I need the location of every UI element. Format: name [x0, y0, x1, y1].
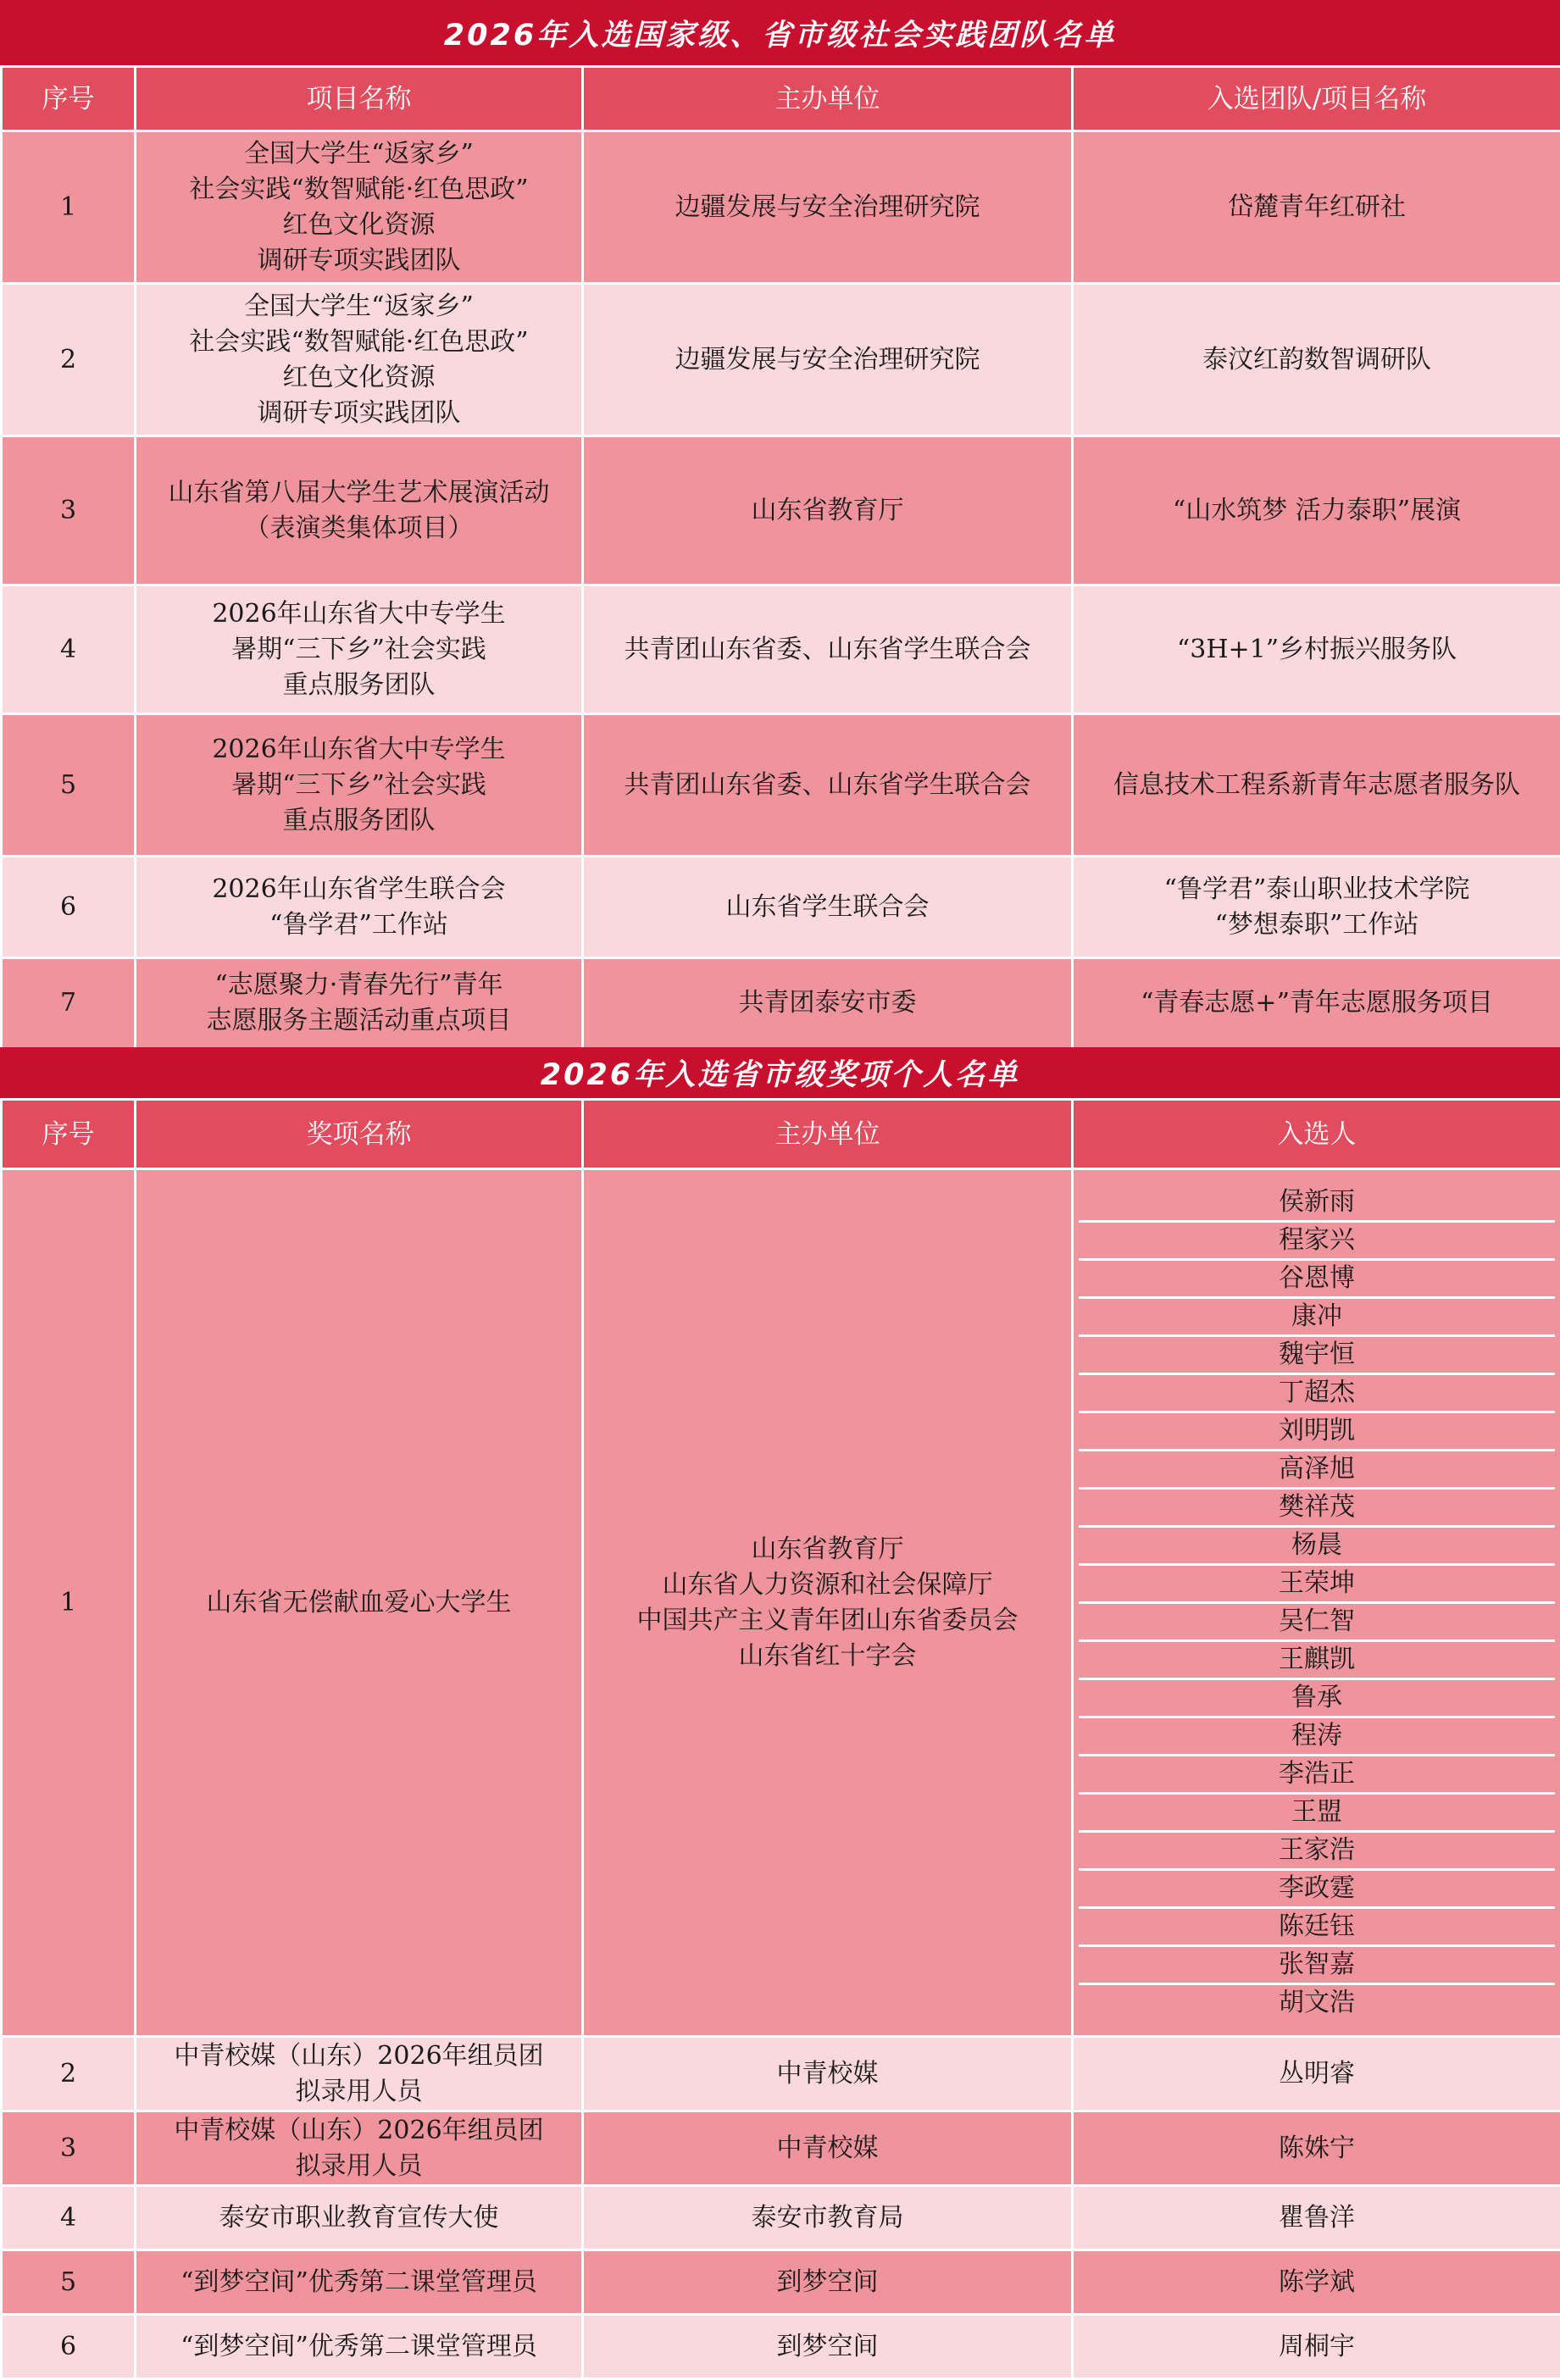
- row-organizer: 到梦空间: [583, 2315, 1073, 2379]
- awardee-name: 王荣坤: [1079, 1566, 1555, 1604]
- row-no: 5: [2, 714, 136, 857]
- awardee-name: 胡文浩: [1079, 1985, 1555, 2021]
- row-awardee: 周桐宇: [1073, 2315, 1560, 2379]
- awardee-name: 刘明凯: [1079, 1413, 1555, 1451]
- row-awardee: 陈姝宁: [1073, 2111, 1560, 2186]
- row-team-name: “山水筑梦 活力泰职”展演: [1073, 436, 1560, 585]
- awardee-name: 谷恩博: [1079, 1261, 1555, 1299]
- table-row: [2, 2186, 1560, 2250]
- awardee-name: 王盟: [1079, 1795, 1555, 1833]
- table-row: [2, 2250, 1560, 2315]
- row-organizer: 山东省教育厅: [583, 436, 1073, 585]
- header-no: 序号: [2, 1100, 136, 1169]
- row-team-name: 岱麓青年红研社: [1073, 131, 1560, 284]
- awardee-name: 王麒凯: [1079, 1642, 1555, 1680]
- table-row: [2, 284, 1560, 436]
- row-project-name: “志愿聚力·青春先行”青年 志愿服务主题活动重点项目: [136, 958, 583, 1049]
- row-organizer: 中青校媒: [583, 2111, 1073, 2186]
- awardee-name: 王家浩: [1079, 1833, 1555, 1871]
- awardee-name: 李政霆: [1079, 1871, 1555, 1909]
- row-no: 2: [2, 284, 136, 436]
- table-row: [2, 131, 1560, 284]
- awardee-name: 康冲: [1079, 1299, 1555, 1337]
- row-team-name: “青春志愿+”青年志愿服务项目: [1073, 958, 1560, 1049]
- row-no: 1: [2, 1169, 136, 2037]
- row-organizer: 共青团山东省委、山东省学生联合会: [583, 714, 1073, 857]
- table-row: [2, 857, 1560, 958]
- awardee-name: 鲁承: [1079, 1680, 1555, 1718]
- awardee-name: 樊祥茂: [1079, 1490, 1555, 1528]
- row-no: 3: [2, 2111, 136, 2186]
- header-project-name: 项目名称: [136, 67, 583, 131]
- row-team-name: 泰汶红韵数智调研队: [1073, 284, 1560, 436]
- row-project-name: 全国大学生“返家乡” 社会实践“数智赋能·红色思政” 红色文化资源 调研专项实践团队: [136, 131, 583, 284]
- row-organizer: 边疆发展与安全治理研究院: [583, 131, 1073, 284]
- row-organizer: 中青校媒: [583, 2037, 1073, 2111]
- row-no: 4: [2, 585, 136, 714]
- row-no: 7: [2, 958, 136, 1049]
- row-organizer: 山东省学生联合会: [583, 857, 1073, 958]
- row-organizer: 共青团山东省委、山东省学生联合会: [583, 585, 1073, 714]
- row-organizer: 边疆发展与安全治理研究院: [583, 284, 1073, 436]
- table-row: [2, 2111, 1560, 2186]
- row-organizer: 泰安市教育局: [583, 2186, 1073, 2250]
- row-team-name: 信息技术工程系新青年志愿者服务队: [1073, 714, 1560, 857]
- row-organizer: 山东省教育厅 山东省人力资源和社会保障厅 中国共产主义青年团山东省委员会 山东省红十字会: [583, 1169, 1073, 2037]
- awardee-name: 陈廷钰: [1079, 1909, 1555, 1947]
- table-row: [2, 1169, 1560, 2037]
- row-award-name: 中青校媒（山东）2026年组员团 拟录用人员: [136, 2111, 583, 2186]
- row-team-name: “3H+1”乡村振兴服务队: [1073, 585, 1560, 714]
- awardee-name: 高泽旭: [1079, 1451, 1555, 1490]
- row-project-name: 2026年山东省大中专学生 暑期“三下乡”社会实践 重点服务团队: [136, 714, 583, 857]
- section1-title: 2026年入选国家级、省市级社会实践团队名单: [0, 0, 1560, 65]
- row-no: 5: [2, 2250, 136, 2315]
- header-organizer: 主办单位: [583, 67, 1073, 131]
- row-organizer: 到梦空间: [583, 2250, 1073, 2315]
- table-row: [2, 2315, 1560, 2379]
- awardee-name: 丁超杰: [1079, 1375, 1555, 1413]
- row-no: 4: [2, 2186, 136, 2250]
- row-no: 6: [2, 857, 136, 958]
- header-team-name: 入选团队/项目名称: [1073, 67, 1560, 131]
- awardee-name: 侯新雨: [1079, 1184, 1555, 1223]
- award-table: [0, 1098, 1560, 2380]
- row-no: 3: [2, 436, 136, 585]
- row-award-name: “到梦空间”优秀第二课堂管理员: [136, 2315, 583, 2379]
- table-row: [2, 714, 1560, 857]
- section2-title: 2026年入选省市级奖项个人名单: [0, 1047, 1560, 1098]
- row-no: 6: [2, 2315, 136, 2379]
- team-table-header: [2, 67, 1560, 131]
- row-no: 1: [2, 131, 136, 284]
- awardee-name: 杨晨: [1079, 1528, 1555, 1566]
- table-row: [2, 2037, 1560, 2111]
- row-project-name: 山东省第八届大学生艺术展演活动 （表演类集体项目）: [136, 436, 583, 585]
- row-awardee: 陈学斌: [1073, 2250, 1560, 2315]
- row-project-name: 2026年山东省学生联合会 “鲁学君”工作站: [136, 857, 583, 958]
- row-award-name: 泰安市职业教育宣传大使: [136, 2186, 583, 2250]
- row-award-name: “到梦空间”优秀第二课堂管理员: [136, 2250, 583, 2315]
- row-award-name: 山东省无偿献血爱心大学生: [136, 1169, 583, 2037]
- header-no: 序号: [2, 67, 136, 131]
- header-organizer: 主办单位: [583, 1100, 1073, 1169]
- awardee-name: 程涛: [1079, 1718, 1555, 1756]
- awardee-name: 李浩正: [1079, 1756, 1555, 1795]
- table-row: [2, 958, 1560, 1049]
- row-organizer: 共青团泰安市委: [583, 958, 1073, 1049]
- awardee-name: 吴仁智: [1079, 1604, 1555, 1642]
- row-award-name: 中青校媒（山东）2026年组员团 拟录用人员: [136, 2037, 583, 2111]
- row-no: 2: [2, 2037, 136, 2111]
- row-awardee: 瞿鲁洋: [1073, 2186, 1560, 2250]
- row-project-name: 全国大学生“返家乡” 社会实践“数智赋能·红色思政” 红色文化资源 调研专项实践团队: [136, 284, 583, 436]
- awardee-name: 程家兴: [1079, 1223, 1555, 1261]
- table-row: [2, 585, 1560, 714]
- row-awardee: 丛明睿: [1073, 2037, 1560, 2111]
- row-team-name: “鲁学君”泰山职业技术学院 “梦想泰职”工作站: [1073, 857, 1560, 958]
- header-award-name: 奖项名称: [136, 1100, 583, 1169]
- awardee-stack: [1079, 1184, 1555, 2021]
- team-table: [0, 65, 1560, 1050]
- header-awardee: 入选人: [1073, 1100, 1560, 1169]
- award-table-header: [2, 1100, 1560, 1169]
- awardee-list: [1073, 1169, 1560, 2037]
- awardee-name: 魏宇恒: [1079, 1337, 1555, 1375]
- row-project-name: 2026年山东省大中专学生 暑期“三下乡”社会实践 重点服务团队: [136, 585, 583, 714]
- awardee-name: 张智嘉: [1079, 1947, 1555, 1985]
- table-row: [2, 436, 1560, 585]
